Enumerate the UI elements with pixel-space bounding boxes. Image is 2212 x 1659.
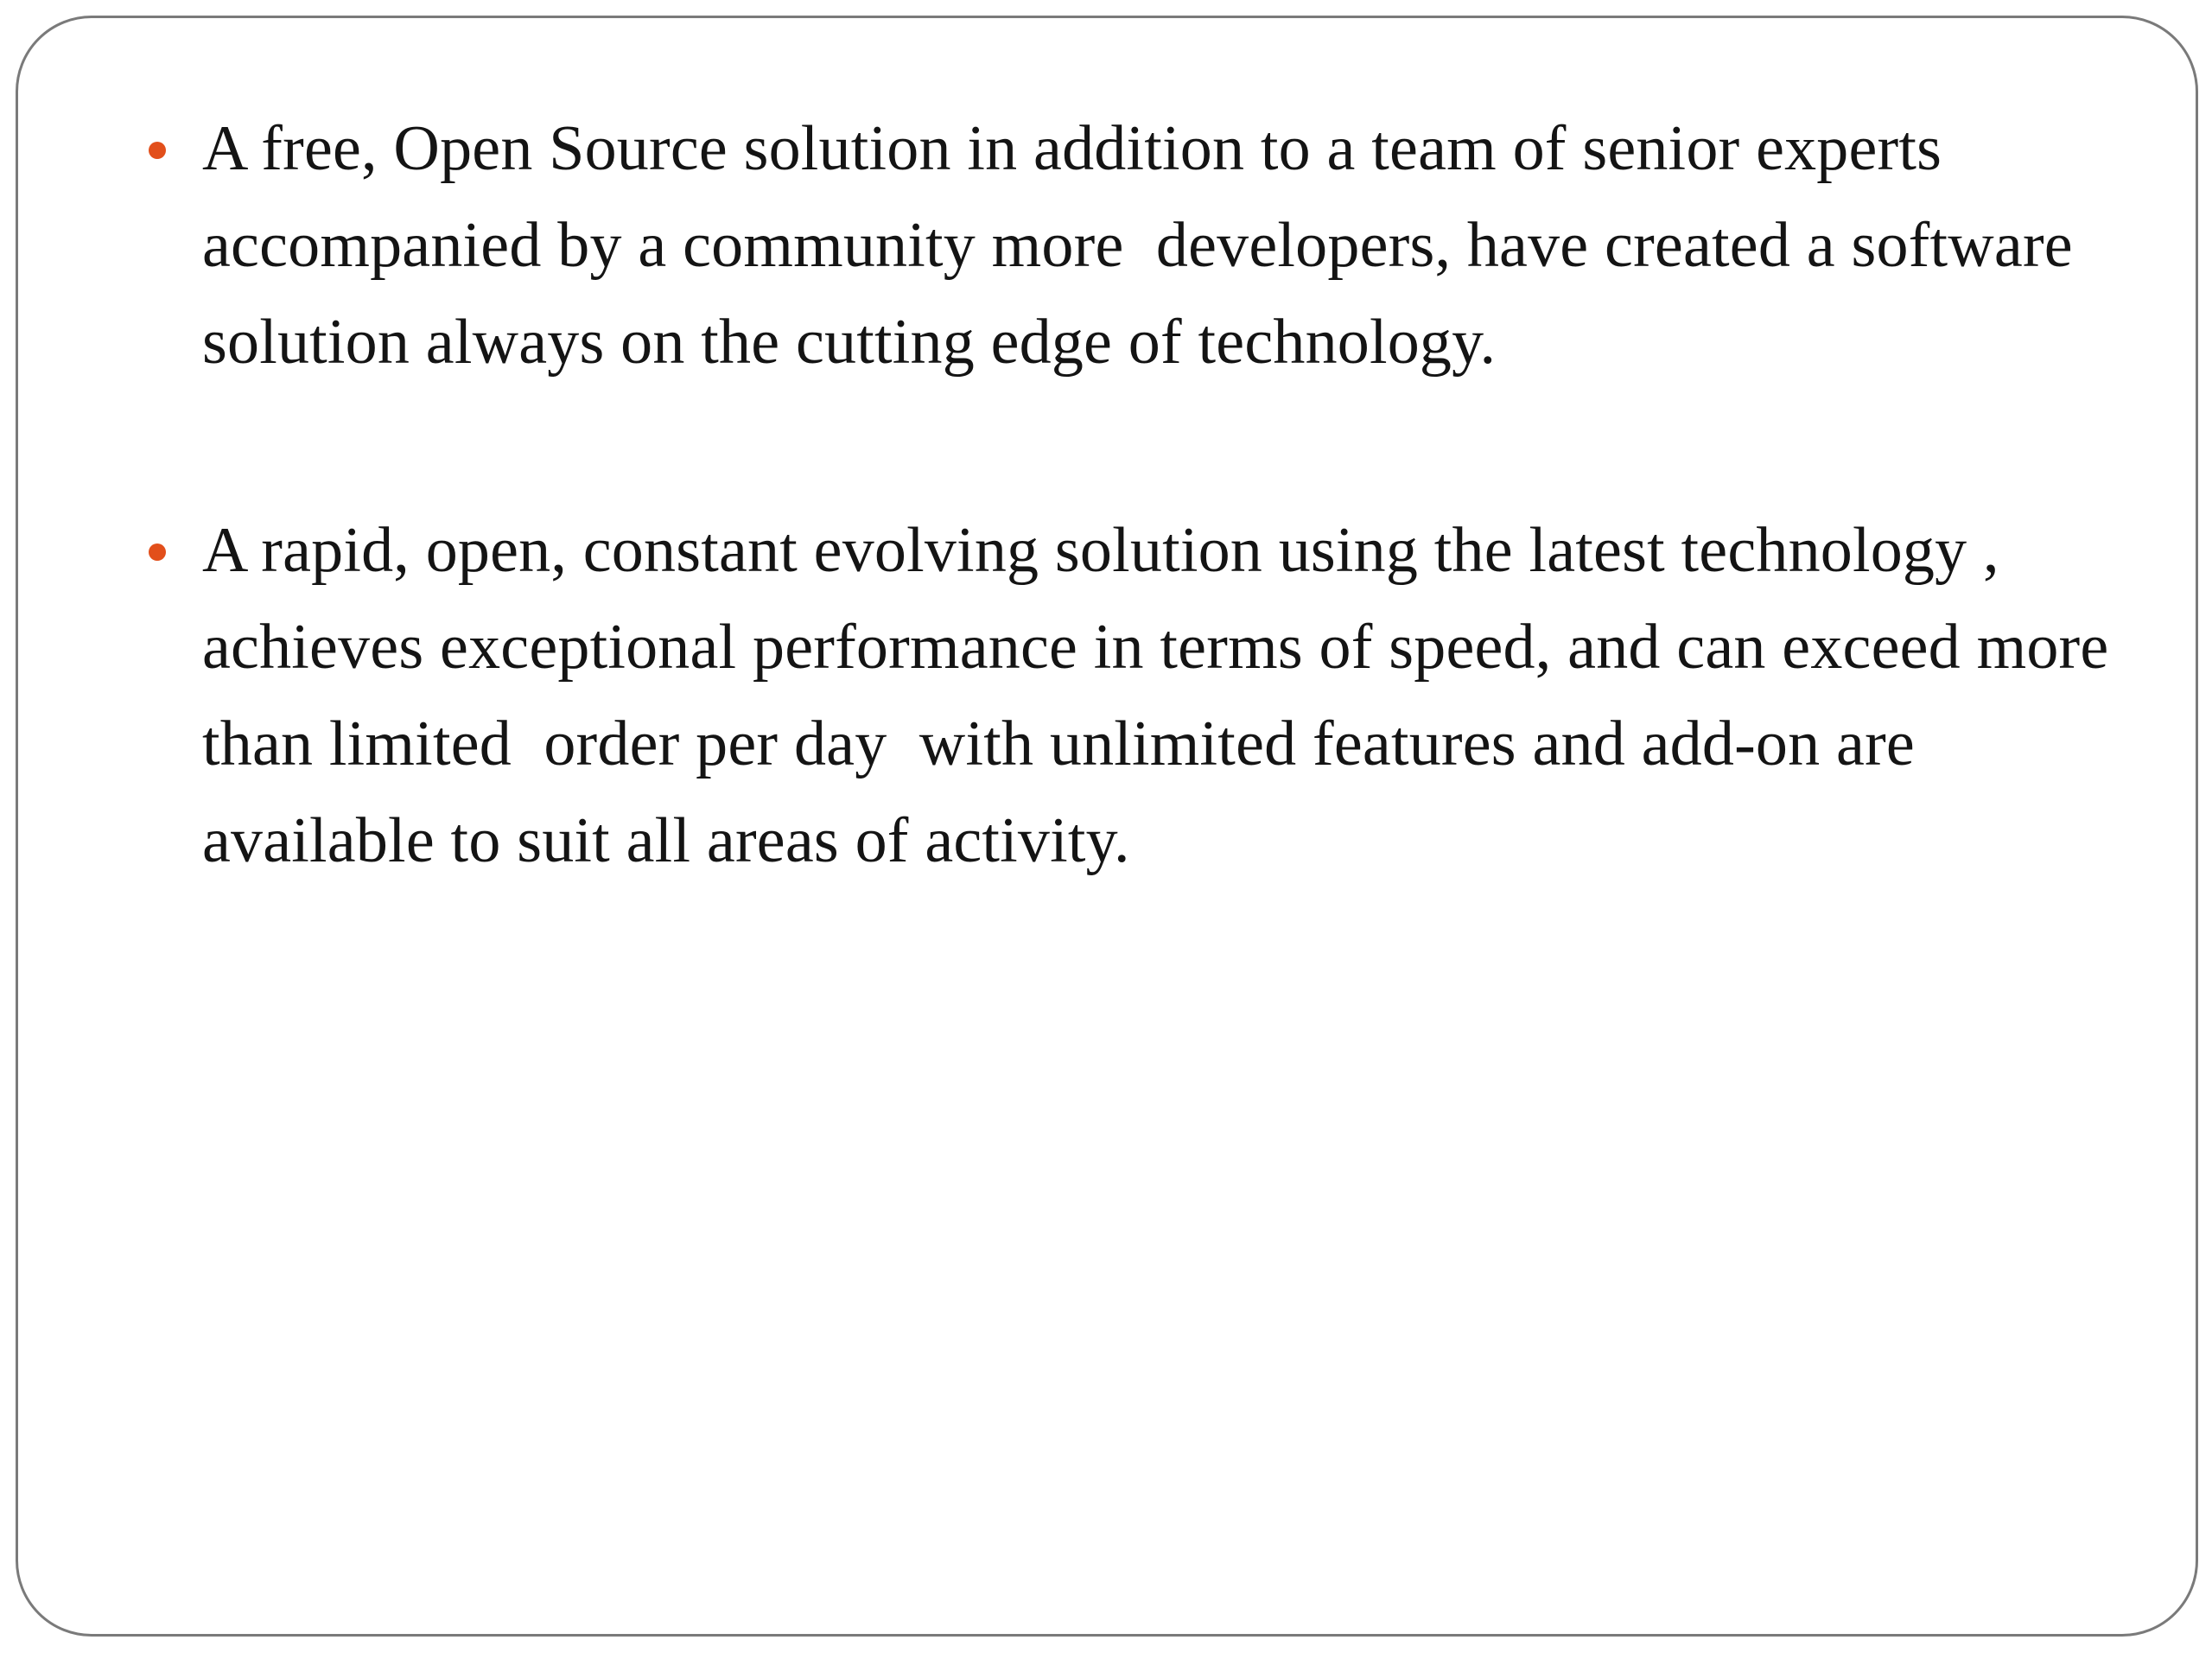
bullet-text: A rapid, open, constant evolving solution using the latest technology , achieves exceptional performance in terms of speed, and can exceed more than limited order per day with unlimited features and add-on are available to suit all areas of activity. xyxy=(202,515,2126,876)
slide-frame xyxy=(16,16,2198,1637)
bullet-item-rapid-solution xyxy=(202,502,2138,889)
bullet-dot-icon xyxy=(149,142,166,159)
bullet-dot-icon xyxy=(149,543,166,561)
bullet-item-open-source xyxy=(202,100,2138,391)
bullet-text: A free, Open Source solution in addition to a team of senior experts accompanied by a community more developers, have created a software solution always on the cutting edge of technology. xyxy=(202,113,2089,378)
